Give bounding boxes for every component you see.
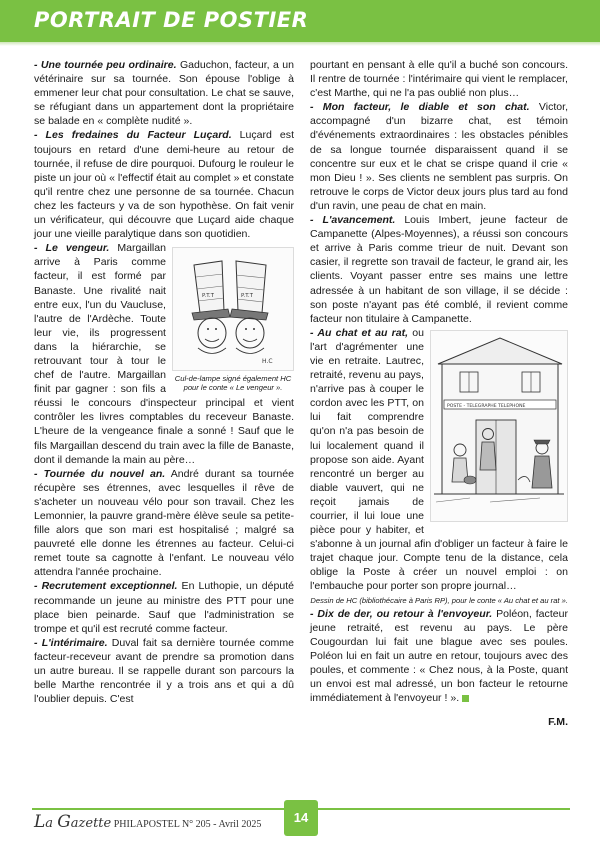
illustration-caption: Cul-de-lampe signé également HC pour le conte « Le vengeur ».	[174, 374, 292, 393]
illustration-vengeur	[172, 247, 294, 392]
gazette-logo: La Gazette	[34, 812, 112, 832]
post-office-sign: POSTE - TELEGRAPHE TELEPHONE	[447, 403, 526, 409]
story-text: Louis Imbert, jeune facteur de Campanette (Alpes-Moyennes), a réussi son concours et arrive à Paris comme trieur de nuit. Devant son casier, il regrette son travail de facteur, le grand air, les clients. Voyant passer entre ses mains une lettre adressée à un habitant de son village, il se décide : son poste n'ayant pas été comblé, il revient comme facteur non titulaire à Campanette.	[310, 214, 569, 325]
footer-rule-right	[318, 808, 570, 810]
story-text: Margaillan arrive à Paris comme facteur, il est formé par Banaste. Une rivalité nait entre eux, l'un du Vaucluse, l'autre de l'Ardèche. Toute leur vie, ils progressent dans la hiérarchie, se retrouvant tour à tour le chef de l'autre. Margaillan finit par gagner : son fils a réussi le concours d'inspecteur principal et vient contrôler les livres comptables du receveur Banaste. L'heure de la vengeance finale a sonné ! Sauf que le fils Margaillan descend du train avec la fille de Banaste, dont il demande la main au père…	[34, 242, 294, 466]
caps-drawing	[172, 247, 294, 371]
issue-info: PHILAPOSTEL N° 205 - Avril 2025	[113, 819, 262, 830]
story-paragraph	[310, 607, 568, 706]
page-title: PORTRAIT DE POSTIER	[34, 8, 309, 32]
story-paragraph	[34, 128, 294, 241]
story-text: Duval fait sa dernière tournée comme facteur-receveur avant de prendre sa promotion dans un autre bureau. Il se rappelle durant son parcours la belle Marthe rencontrée il y a trois ans et qui a dû l'oublier depuis. C'est	[34, 636, 294, 706]
story-paragraph	[34, 467, 294, 580]
right-column	[310, 58, 568, 729]
story-paragraph	[310, 58, 568, 100]
story-paragraph	[310, 100, 568, 213]
post-office-drawing	[430, 330, 568, 522]
story-paragraph	[34, 58, 294, 128]
end-of-article-mark	[462, 695, 469, 702]
story-title: - Tournée du nouvel an.	[34, 467, 166, 480]
story-text: Luçard est toujours en retard d'une demi-heure au retour de tournée, il refuse de dire pourquoi. Dufourg le rouleur le piste un jour où « l'effectif était au complet » et constate qu'il rentre chez une personne de sa tournée. Chacun chez les facteurs y va de son hypothèse. On fait venir un vérificateur, qui découvre que Luçard aide chaque jour une vieille paralytique dans son quotidien.	[34, 129, 294, 241]
illustration-chat-rat	[430, 330, 568, 522]
story-title: - Mon facteur, le diable et son chat.	[310, 101, 530, 114]
illustration-caption: Dessin de HC (bibliothécaire à Paris RP), pour le conte « Au chat et au rat ».	[310, 595, 568, 605]
story-text: André durant sa tournée récupère ses étrennes, avec lesquelles il rêve de s'acheter un nouveau vélo pour son travail. Chez les Lemonnier, la pauvre grand-mère élève seule sa petite-fille alors que son mari est hospitalisé ; malgré sa pauvreté elle donne les étrennes au facteur. Celui-ci remet toute sa cagnotte à l'enfant. Le nouveau vélo attendra l'année prochaine.	[34, 467, 294, 579]
story-text: Poléon, facteur jeune retraité, est revenu au pays. Le père Cougourdan lui fait une blague avec ses poules. Poléon lui en fait un autre en retour, toujours avec des poules, et commente : « Chez nous, à la Poste, quant un envoi est mal adressé, un bon facteur le retourne immédiatement à l'envoyeur ! ».	[310, 607, 568, 705]
story-text: Gaduchon, facteur, a un vétérinaire sur sa tournée. Son épouse l'oblige à emmener leur chat pour consultation. Le chat se sauve, se réfugiant dans un appartement dont la propriétaire se balade en « complète nudité ».	[34, 59, 294, 128]
footer-publication	[34, 812, 261, 832]
page-number: 14	[284, 800, 318, 836]
cap-label-left: P.T.T	[202, 293, 215, 300]
story-title: - Dix de der, ou retour à l'envoyeur.	[310, 607, 493, 620]
story-title: - Recrutement exceptionnel.	[34, 580, 178, 593]
story-paragraph	[34, 579, 294, 635]
story-title: - L'intérimaire.	[34, 636, 108, 649]
footer-rule-left	[32, 808, 284, 810]
story-text: En Luthopie, un député recommande un jeune au ministre des PTT pour une place bien peinarde. Sauf que l'administration se trompe et qu'il est recruté comme facteur.	[34, 580, 294, 635]
story-paragraph	[310, 213, 568, 326]
header-shadow	[0, 42, 600, 46]
story-title: - Une tournée peu ordinaire.	[34, 59, 177, 71]
story-text: Victor, accompagné d'un bizarre chat, est témoin d'événements extraordinaires : les obstacles pénibles de sa longue tournée disparaissent quand il se concentre sur eux et le chat se crispe quand il crie « mon Dieu ! ». Ses clients ne semblent pas surpris. On retrouve le corps de Victor deux jours plus tard au fond d'un ravin, une peau de chat en main.	[310, 101, 568, 212]
author-signature: F.M.	[548, 716, 568, 729]
story-text: pourtant en pensant à elle qu'il a buché son concours. Il rentre de tournée : l'intérimaire qui vient le remplacer, c'est Marthe, qui ne l'a pas oublié non plus…	[310, 59, 568, 100]
story-title: - Les fredaines du Facteur Luçard.	[34, 129, 232, 142]
left-column	[34, 58, 294, 706]
artist-signature: H.C	[262, 358, 273, 366]
story-title: - L'avancement.	[310, 214, 396, 227]
cap-label-right: P.T.T	[241, 293, 254, 300]
story-title: - Le vengeur.	[34, 242, 110, 255]
story-title: - Au chat et au rat,	[310, 326, 409, 339]
story-paragraph	[34, 636, 294, 706]
story-text: ou l'art d'agrémenter une vie en retraite. Lautrec, retraité, revenu au pays, n'arrive pas à couper le cordon avec les PTT, on lui fait comprendre qu'on n'a pas besoin de lui localement quand il propose son aide. Ayant rencontré un berger au diable vauvert, qui ne reçoit jamais de courrier, il lui loue une pièce pour y habiter, et s'abonne à un journal afin d'obliger un facteur à faire le trajet chaque jour. Compte tenu de la distance, cela oblige la Poste à créer un nouvel emploi : on l'embauche pour porter son propre journal…	[310, 326, 568, 593]
